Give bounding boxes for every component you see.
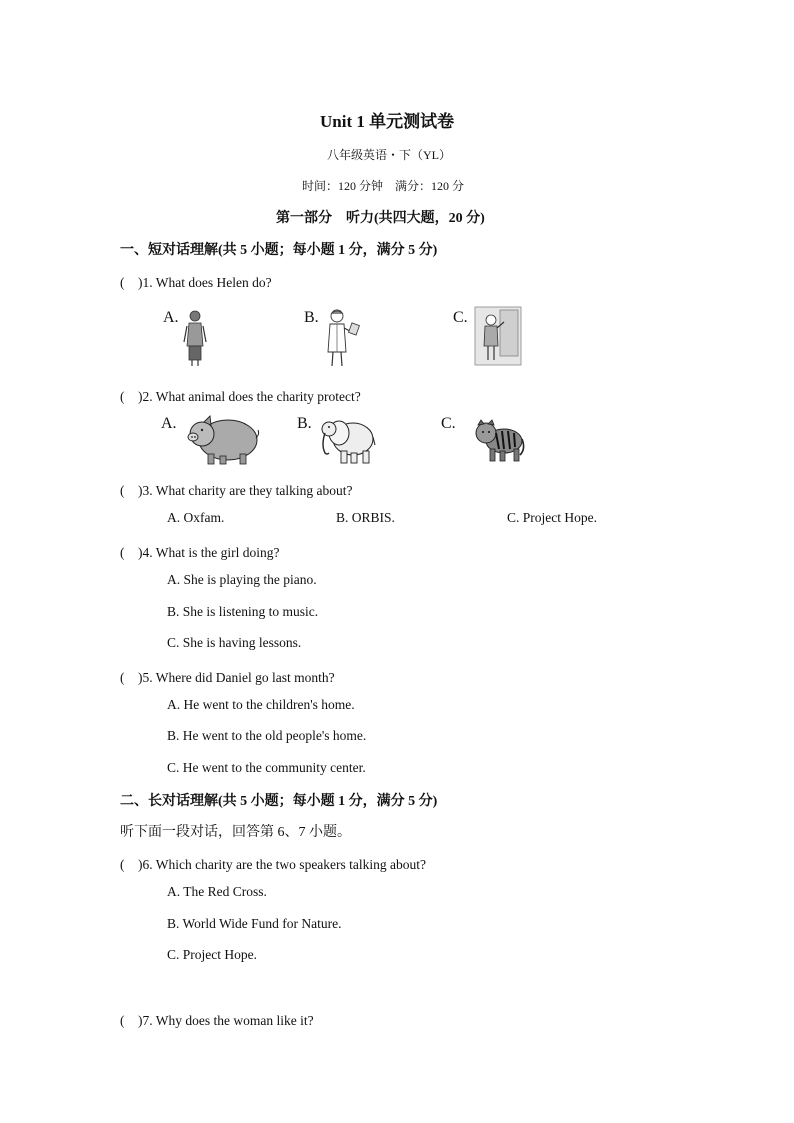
section2-heading: 二、长对话理解(共 5 小题；每小题 1 分，满分 5 分) [120,794,438,809]
q1-stem: ( )1. What does Helen do? [120,275,272,290]
q4-option-b: B. She is listening to music. [167,604,319,619]
q3-option-c: C. Project Hope. [507,510,597,525]
teacher-board-icon [474,306,522,366]
q3-option-b: B. ORBIS. [336,510,395,525]
q3-option-a: A. Oxfam. [167,510,225,525]
page-title: Unit 1 单元测试卷 [320,112,455,131]
section2-instruction: 听下面一段对话，回答第 6、7 小题。 [120,825,351,840]
q2-label-a: A. [161,415,177,432]
q5-option-a: A. He went to the children's home. [167,697,355,712]
q6-option-b: B. World Wide Fund for Nature. [167,916,342,931]
q4-stem: ( )4. What is the girl doing? [120,545,280,560]
tiger-icon [472,415,524,467]
doctor-icon [322,308,360,370]
q2-label-b: B. [297,415,312,432]
q5-option-b: B. He went to the old people's home. [167,728,367,743]
q6-stem: ( )6. Which charity are the two speakers talking about? [120,857,427,872]
office-woman-icon [182,310,208,368]
q5-stem: ( )5. Where did Daniel go last month? [120,670,335,685]
subtitle: 八年级英语・下（YL） [327,148,451,162]
q6-option-c: C. Project Hope. [167,947,257,962]
q4-option-c: C. She is having lessons. [167,635,302,650]
q7-stem: ( )7. Why does the woman like it? [120,1013,314,1028]
q3-stem: ( )3. What charity are they talking about? [120,483,353,498]
time-info: 时间：120 分钟 满分：120 分 [302,179,465,193]
pig-icon [184,414,260,466]
q1-label-a: A. [163,309,179,326]
q6-option-a: A. The Red Cross. [167,884,267,899]
q5-option-c: C. He went to the community center. [167,760,366,775]
part-heading: 第一部分 听力(共四大题，20 分) [276,211,485,226]
elephant-icon [317,415,375,467]
q4-option-a: A. She is playing the piano. [167,572,317,587]
q1-label-b: B. [304,309,319,326]
q1-label-c: C. [453,309,468,326]
q2-stem: ( )2. What animal does the charity protect? [120,389,361,404]
q2-label-c: C. [441,415,456,432]
section1-heading: 一、短对话理解(共 5 小题；每小题 1 分，满分 5 分) [120,243,438,258]
